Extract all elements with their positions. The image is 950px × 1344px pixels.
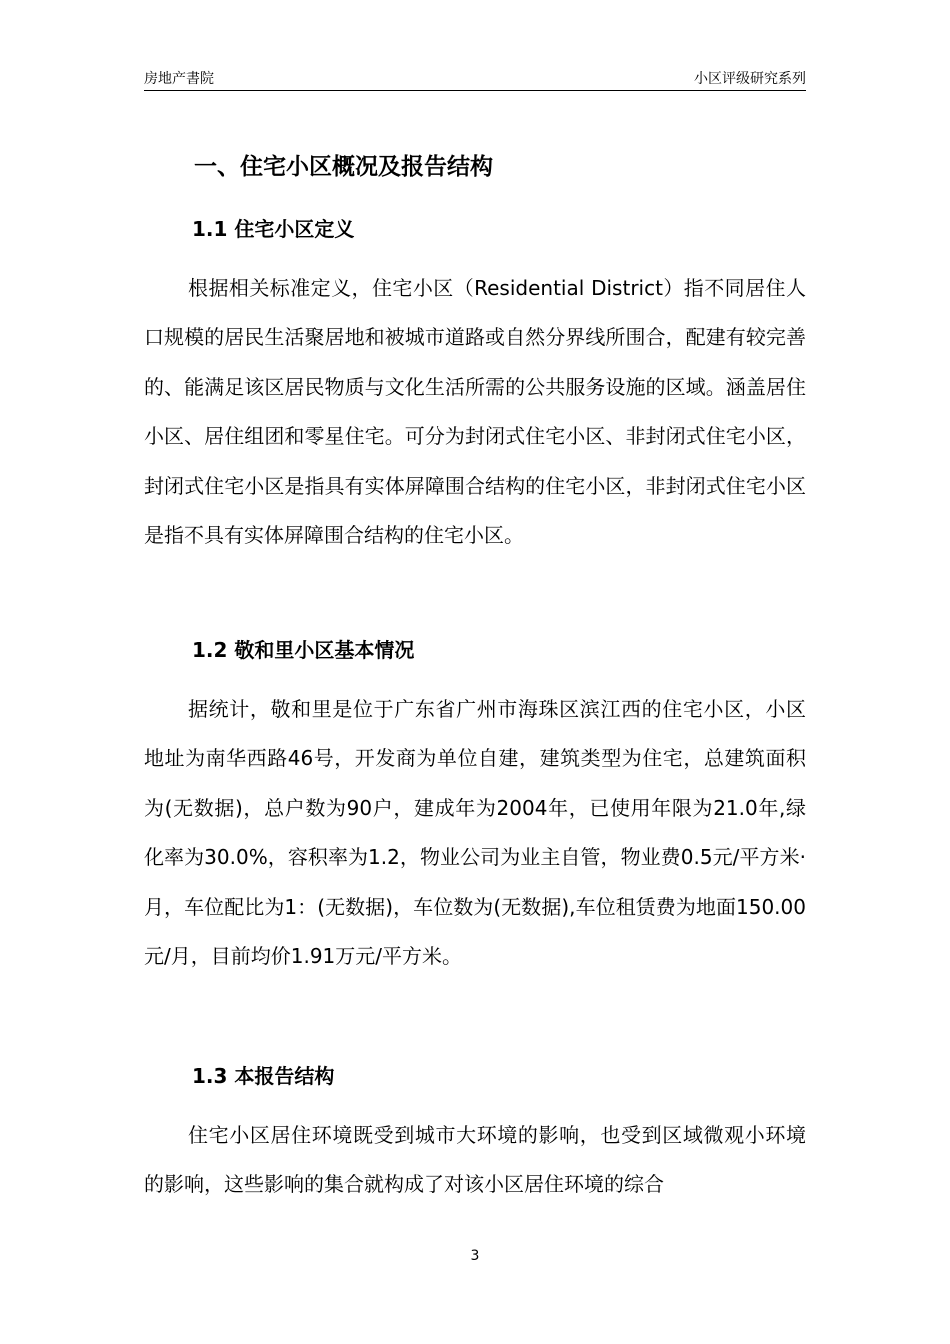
- header-left-text: 房地产書院: [144, 71, 214, 87]
- page-header: [144, 62, 806, 91]
- section-heading-1-1: 1.1 住宅小区定义: [192, 217, 355, 241]
- section-paragraph-1-2: 据统计，敬和里是位于广东省广州市海珠区滨江西的住宅小区，小区地址为南华西路46号，开发商为单位自建，建筑类型为住宅，总建筑面积为(无数据)，总户数为90户，建成年为2004年，已使用年限为21.0年,绿化率为30.0%，容积率为1.2，物业公司为业主自管，物业费0.5元/平方米·月，车位配比为1：(无数据)，车位数为(无数据),车位租赁费为地面150.00元/月，目前均价1.91万元/平方米。: [144, 697, 806, 969]
- header-right-text: 小区评级研究系列: [694, 71, 806, 87]
- section-heading-1-3: 1.3 本报告结构: [192, 1064, 335, 1088]
- section-paragraph-1-3: 住宅小区居住环境既受到城市大环境的影响，也受到区域微观小环境的影响，这些影响的集合就构成了对该小区居住环境的综合: [144, 1123, 806, 1197]
- page-number: 3: [470, 1248, 480, 1264]
- section-heading-1-2: 1.2 敬和里小区基本情况: [192, 638, 415, 662]
- section-paragraph-1-1: 根据相关标准定义，住宅小区（Residential District）指不同居住人口规模的居民生活聚居地和被城市道路或自然分界线所围合，配建有较完善的、能满足该区居民物质与文化生活所需的公共服务设施的区域。涵盖居住小区、居住组团和零星住宅。可分为封闭式住宅小区、非封闭式住宅小区，封闭式住宅小区是指具有实体屏障围合结构的住宅小区，非封闭式住宅小区是指不具有实体屏障围合结构的住宅小区。: [144, 276, 806, 548]
- chapter-title: 一、住宅小区概况及报告结构: [194, 154, 493, 180]
